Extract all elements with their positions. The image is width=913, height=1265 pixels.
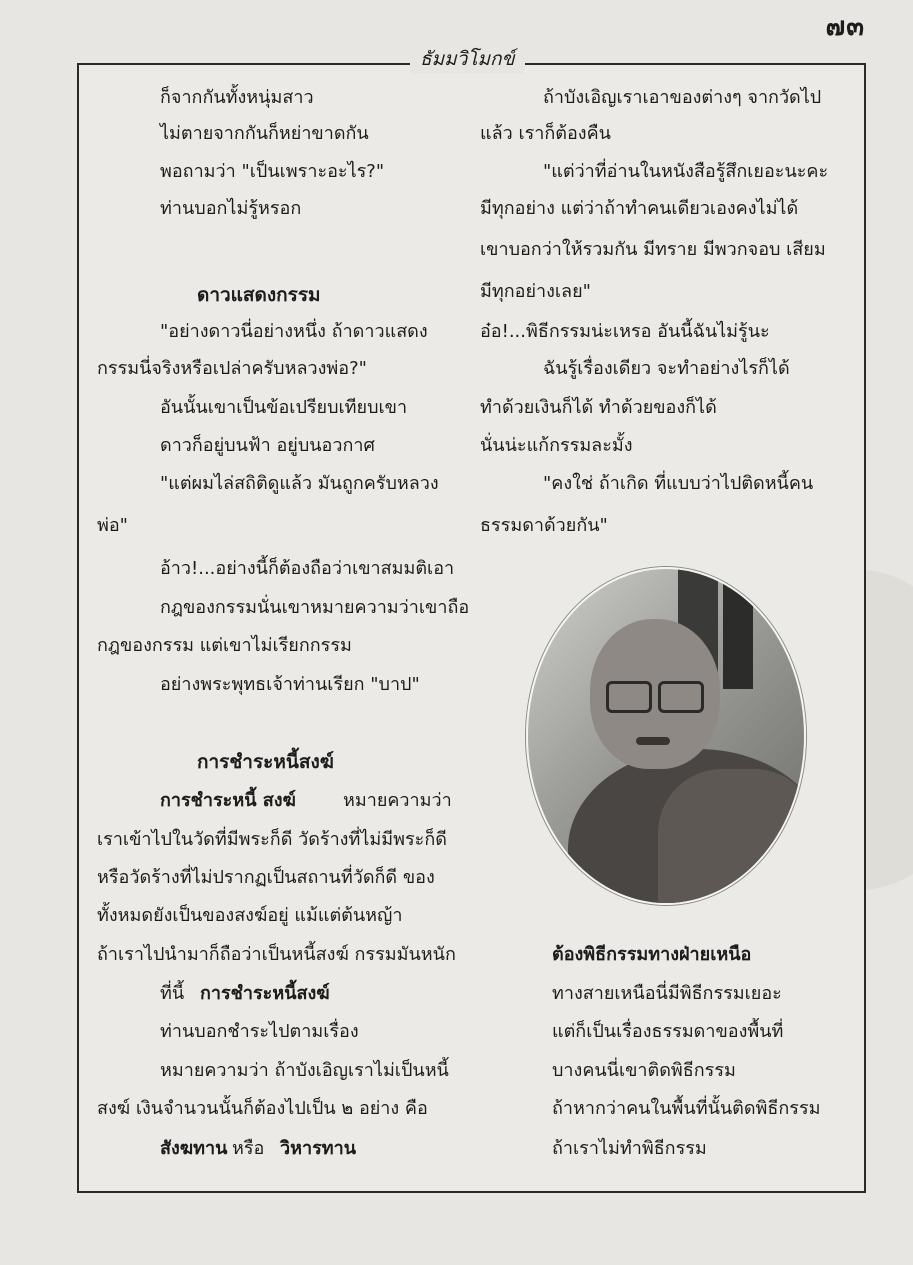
left-line-23a: ที่นี้ (160, 983, 185, 1004)
right-line-2: แล้ว เราก็ต้องคืน (480, 123, 611, 144)
right-line-11: "คงใช่ ถ้าเกิด ที่แบบว่าไปติดหนี้คน (543, 473, 814, 494)
right-line-9: ทำด้วยเงินก็ได้ ทำด้วยของก็ได้ (480, 397, 717, 418)
right-line-14: ทางสายเหนือนี่มีพิธีกรรมเยอะ (552, 983, 782, 1004)
right-line-8: ฉันรู้เรื่องเดียว จะทำอย่างไรก็ได้ (543, 358, 790, 379)
left-line-10: "แต่ผมไล่สถิติดูแล้ว มันถูกครับหลวง (160, 473, 439, 494)
left-line-21: ทั้งหมดยังเป็นของสงฆ์อยู่ แม้แต่ต้นหญ้า (97, 905, 403, 926)
right-line-3: "แต่ว่าที่อ่านในหนังสือรู้สึกเยอะนะคะ (543, 161, 829, 182)
term-viharadana: วิหารทาน (280, 1138, 357, 1159)
left-line-7: กรรมนี่จริงหรือเปล่าครับหลวงพ่อ?" (97, 358, 367, 379)
right-line-7: อ๋อ!...พิธีกรรมน่ะเหรอ อันนี้ฉันไม่รู้นะ (480, 321, 770, 342)
left-line-3: พอถามว่า "เป็นเพราะอะไร?" (160, 161, 385, 182)
left-line-26: สงฆ์ เงินจำนวนนั้นก็ต้องไปเป็น ๒ อย่าง คือ (97, 1098, 428, 1119)
left-line-4: ท่านบอกไม่รู้หรอก (160, 198, 302, 219)
left-line-2: ไม่ตายจากกันก็หย่าขาดกัน (160, 123, 369, 144)
right-line-18: ถ้าเราไม่ทำพิธีกรรม (552, 1138, 707, 1159)
right-line-16: บางคนนี่เขาติดพิธีกรรม (552, 1060, 736, 1081)
left-line-23b: การชำระหนี้สงฆ์ (200, 983, 330, 1004)
left-line-11: พ่อ" (97, 515, 128, 536)
right-line-5: เขาบอกว่าให้รวมกัน มีทราย มีพวกจอบ เสียม (480, 239, 826, 260)
left-line-25: หมายความว่า ถ้าบังเอิญเราไม่เป็นหนี้ (160, 1060, 449, 1081)
page-number: ๗๓ (825, 12, 865, 42)
left-line-14: กฎของกรรม แต่เขาไม่เรียกกรรม (97, 635, 352, 656)
left-line-9: ดาวก็อยู่บนฟ้า อยู่บนอวกาศ (160, 435, 375, 456)
right-line-6: มีทุกอย่างเลย" (480, 281, 591, 302)
running-header: ธัมมวิโมกข์ (410, 44, 525, 74)
right-line-13: ต้องพิธีกรรมทางฝ่ายเหนือ (552, 944, 752, 965)
right-line-1: ถ้าบังเอิญเราเอาของต่างๆ จากวัดไป (543, 87, 822, 108)
left-line-20: หรือวัดร้างที่ไม่ปรากฏเป็นสถานที่วัดก็ดี ของ (97, 867, 435, 888)
left-line-12: อ้าว!...อย่างนี้ก็ต้องถือว่าเขาสมมติเอา (160, 558, 455, 579)
debt-meaning-label: หมายความว่า (343, 790, 452, 811)
left-line-1: ก็จากกันทั้งหนุ่มสาว (160, 87, 314, 108)
left-line-13: กฎของกรรมนั่นเขาหมายความว่าเขาถือ (160, 597, 470, 618)
left-line-19: เราเข้าไปในวัดที่มีพระก็ดี วัดร้างที่ไม่มีพระก็ดี (97, 829, 447, 850)
right-line-15: แต่ก็เป็นเรื่องธรรมดาของพื้นที่ (552, 1021, 784, 1042)
left-line-6: "อย่างดาวนี่อย่างหนึ่ง ถ้าดาวแสดง (160, 321, 428, 342)
section-heading-debt: การชำระหนี้สงฆ์ (197, 751, 334, 773)
right-line-17: ถ้าหากว่าคนในพื้นที่นั้นติดพิธีกรรม (552, 1098, 821, 1119)
left-line-24: ท่านบอกชำระไปตามเรื่อง (160, 1021, 359, 1042)
conjunction-or: หรือ (232, 1138, 265, 1159)
right-line-12: ธรรมดาด้วยกัน" (480, 515, 608, 536)
term-sanghadana: สังฆทาน (160, 1138, 228, 1159)
monk-photo (526, 567, 806, 905)
left-line-15: อย่างพระพุทธเจ้าท่านเรียก "บาป" (160, 674, 420, 695)
left-line-22: ถ้าเราไปนำมาก็ถือว่าเป็นหนี้สงฆ์ กรรมมันหนัก (97, 944, 456, 965)
left-line-8: อันนั้นเขาเป็นข้อเปรียบเทียบเขา (160, 397, 408, 418)
right-line-10: นั่นน่ะแก้กรรมละมั้ง (480, 435, 633, 456)
right-line-4: มีทุกอย่าง แต่ว่าถ้าทำคนเดียวเองคงไม่ได้ (480, 198, 799, 219)
section-heading-star: ดาวแสดงกรรม (197, 284, 321, 306)
debt-term: การชำระหนี้ สงฆ์ (160, 790, 296, 811)
